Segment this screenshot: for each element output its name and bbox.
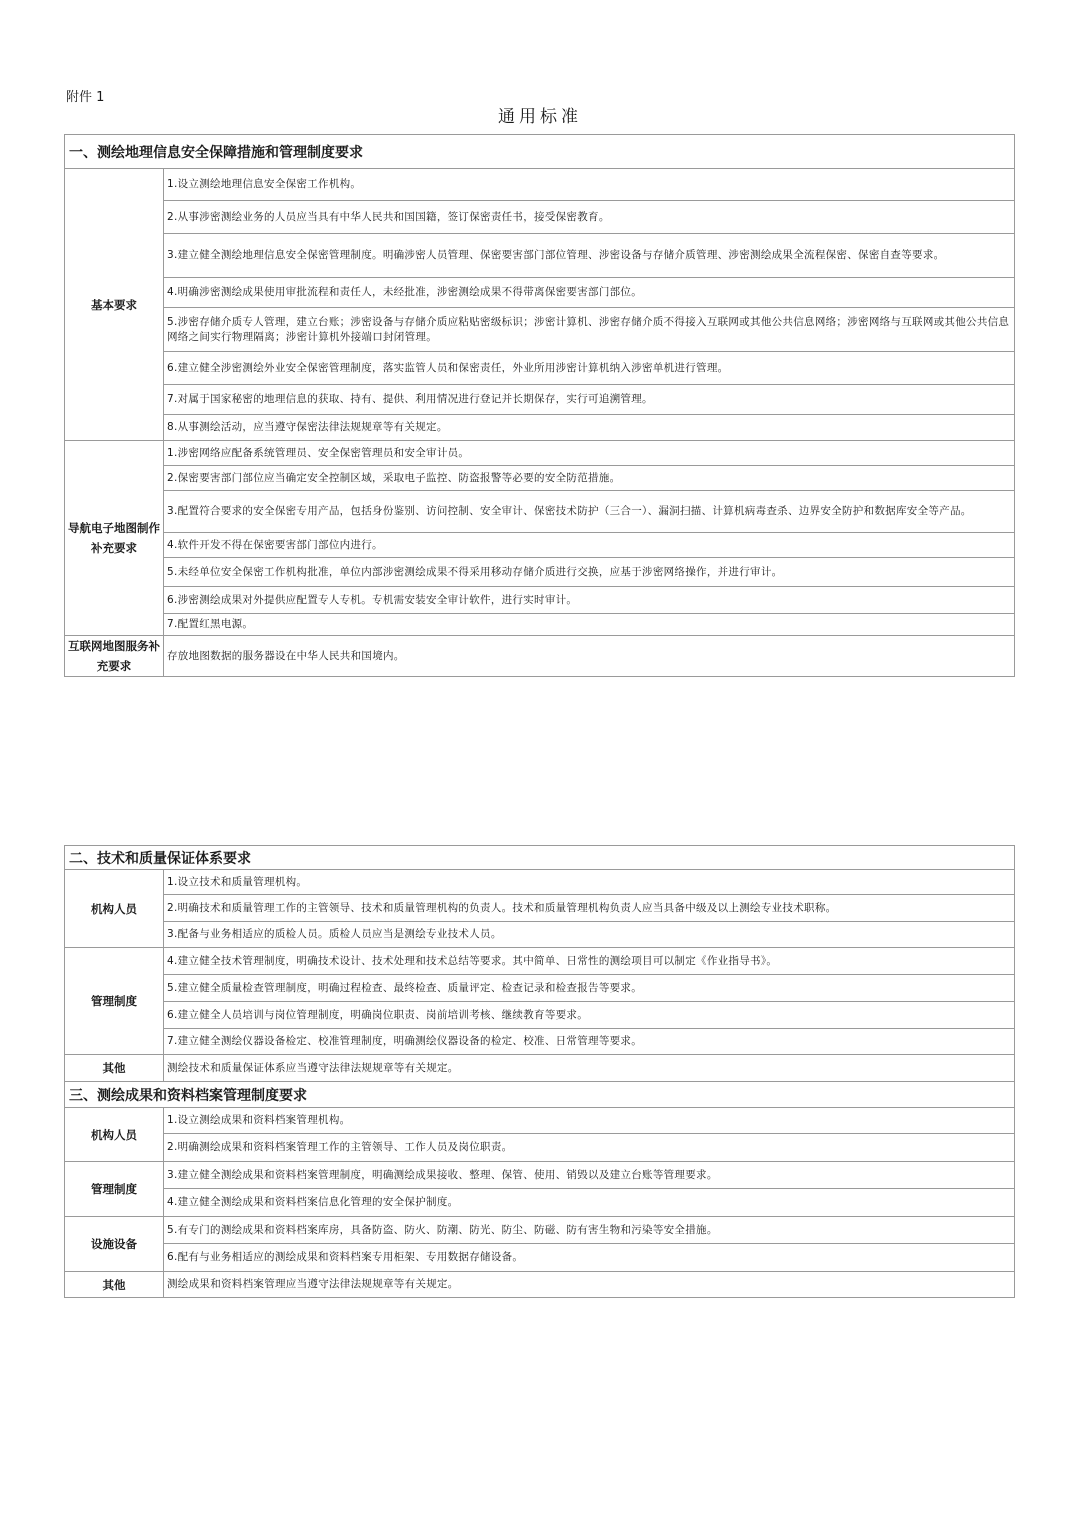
table-row [65,1217,1015,1244]
requirement-item: 3.建立健全测绘成果和资料档案管理制度，明确测绘成果接收、整理、保管、使用、销毁以及建立台账等管理要求。 [164,1162,1015,1189]
category-cell: 管理制度 [65,948,164,1055]
table-row [65,1055,1015,1082]
table-row [65,1244,1015,1272]
section-title: 三、测绘成果和资料档案管理制度要求 [65,1082,1015,1108]
requirement-item: 3.建立健全测绘地理信息安全保密管理制度。明确涉密人员管理、保密要害部门部位管理、涉密设备与存储介质管理、涉密测绘成果全流程保密、保密自查等要求。 [164,234,1015,278]
requirement-item: 8.从事测绘活动，应当遵守保密法律法规规章等有关规定。 [164,415,1015,441]
requirement-item: 2.从事涉密测绘业务的人员应当具有中华人民共和国国籍，签订保密责任书，接受保密教育。 [164,201,1015,234]
table-row [65,441,1015,466]
requirement-item: 2.保密要害部门部位应当确定安全控制区域，采取电子监控、防盗报警等必要的安全防范措施。 [164,466,1015,491]
table-row [65,533,1015,558]
table-row [65,352,1015,385]
requirement-item: 7.配置红黑电源。 [164,614,1015,636]
requirement-item: 1.设立测绘地理信息安全保密工作机构。 [164,169,1015,201]
category-cell: 基本要求 [65,169,164,441]
requirement-item: 6.涉密测绘成果对外提供应配置专人专机。专机需安装安全审计软件，进行实时审计。 [164,587,1015,614]
category-cell: 机构人员 [65,870,164,948]
requirement-item: 5.涉密存储介质专人管理，建立台账；涉密设备与存储介质应粘贴密级标识；涉密计算机、涉密存储介质不得接入互联网或其他公共信息网络；涉密网络与互联网或其他公共信息网络之间实行物理隔离；涉密计算机外接端口封闭管理。 [164,308,1015,352]
requirement-item: 4.建立健全测绘成果和资料档案信息化管理的安全保护制度。 [164,1189,1015,1217]
section-title: 一、测绘地理信息安全保障措施和管理制度要求 [65,135,1015,169]
table-row [65,1189,1015,1217]
table-row [65,234,1015,278]
requirement-item: 6.建立健全人员培训与岗位管理制度，明确岗位职责、岗前培训考核、继续教育等要求。 [164,1002,1015,1029]
table-row [65,278,1015,308]
category-cell: 其他 [65,1272,164,1298]
table-row [65,1108,1015,1134]
table-row [65,895,1015,922]
requirement-item: 5.有专门的测绘成果和资料档案库房，具备防盗、防火、防潮、防光、防尘、防磁、防有害生物和污染等安全措施。 [164,1217,1015,1244]
requirement-item: 7.对属于国家秘密的地理信息的获取、持有、提供、利用情况进行登记并长期保存，实行可追溯管理。 [164,385,1015,415]
table-row [65,948,1015,975]
section-header-row [65,135,1015,169]
requirement-item: 1.涉密网络应配备系统管理员、安全保密管理员和安全审计员。 [164,441,1015,466]
requirement-item: 4.软件开发不得在保密要害部门部位内进行。 [164,533,1015,558]
requirement-item: 3.配置符合要求的安全保密专用产品，包括身份鉴别、访问控制、安全审计、保密技术防护（三合一）、漏洞扫描、计算机病毒查杀、边界安全防护和数据库安全等产品。 [164,491,1015,533]
requirement-item: 2.明确测绘成果和资料档案管理工作的主管领导、工作人员及岗位职责。 [164,1134,1015,1162]
requirement-item: 5.建立健全质量检查管理制度，明确过程检查、最终检查、质量评定、检查记录和检查报告等要求。 [164,975,1015,1002]
table-row [65,1272,1015,1298]
requirement-item: 6.配有与业务相适应的测绘成果和资料档案专用柜架、专用数据存储设备。 [164,1244,1015,1272]
category-cell: 设施设备 [65,1217,164,1272]
table-row [65,415,1015,441]
table-row [65,870,1015,895]
table-row [65,491,1015,533]
table-row [65,1029,1015,1055]
attachment-label: 附件 1 [66,90,105,105]
requirement-item: 存放地图数据的服务器设在中华人民共和国境内。 [164,636,1015,677]
table-row [65,1162,1015,1189]
requirement-item: 测绘技术和质量保证体系应当遵守法律法规规章等有关规定。 [164,1055,1015,1082]
table-row [65,587,1015,614]
table-row [65,636,1015,677]
table-row [65,201,1015,234]
requirement-item: 4.建立健全技术管理制度，明确技术设计、技术处理和技术总结等要求。其中简单、日常性的测绘项目可以制定《作业指导书》。 [164,948,1015,975]
table-row [65,922,1015,948]
requirement-item: 5.未经单位安全保密工作机构批准，单位内部涉密测绘成果不得采用移动存储介质进行交换，应基于涉密网络操作，并进行审计。 [164,558,1015,587]
table-row [65,466,1015,491]
category-cell: 其他 [65,1055,164,1082]
table-row [65,1002,1015,1029]
security-measures-table [64,134,1015,677]
table-row [65,558,1015,587]
category-cell: 管理制度 [65,1162,164,1217]
category-cell: 导航电子地图制作补充要求 [65,441,164,636]
requirement-item: 测绘成果和资料档案管理应当遵守法律法规规章等有关规定。 [164,1272,1015,1298]
requirement-item: 6.建立健全涉密测绘外业安全保密管理制度，落实监管人员和保密责任，外业所用涉密计算机纳入涉密单机进行管理。 [164,352,1015,385]
category-cell: 互联网地图服务补充要求 [65,636,164,677]
requirement-item: 1.设立技术和质量管理机构。 [164,870,1015,895]
document-title: 通用标准 [498,107,582,127]
requirement-item: 1.设立测绘成果和资料档案管理机构。 [164,1108,1015,1134]
table-row [65,975,1015,1002]
table-row [65,385,1015,415]
requirement-item: 4.明确涉密测绘成果使用审批流程和责任人，未经批准，涉密测绘成果不得带离保密要害部门部位。 [164,278,1015,308]
section-header-row [65,1082,1015,1108]
requirement-item: 3.配备与业务相适应的质检人员。质检人员应当是测绘专业技术人员。 [164,922,1015,948]
section-header-row [65,846,1015,870]
section-title: 二、技术和质量保证体系要求 [65,846,1015,870]
table-row [65,308,1015,352]
table-row [65,169,1015,201]
requirement-item: 2.明确技术和质量管理工作的主管领导、技术和质量管理机构的负责人。技术和质量管理机构负责人应当具备中级及以上测绘专业技术职称。 [164,895,1015,922]
quality-and-archive-table [64,845,1015,1298]
table-row [65,1134,1015,1162]
requirement-item: 7.建立健全测绘仪器设备检定、校准管理制度，明确测绘仪器设备的检定、校准、日常管理等要求。 [164,1029,1015,1055]
table-row [65,614,1015,636]
category-cell: 机构人员 [65,1108,164,1162]
